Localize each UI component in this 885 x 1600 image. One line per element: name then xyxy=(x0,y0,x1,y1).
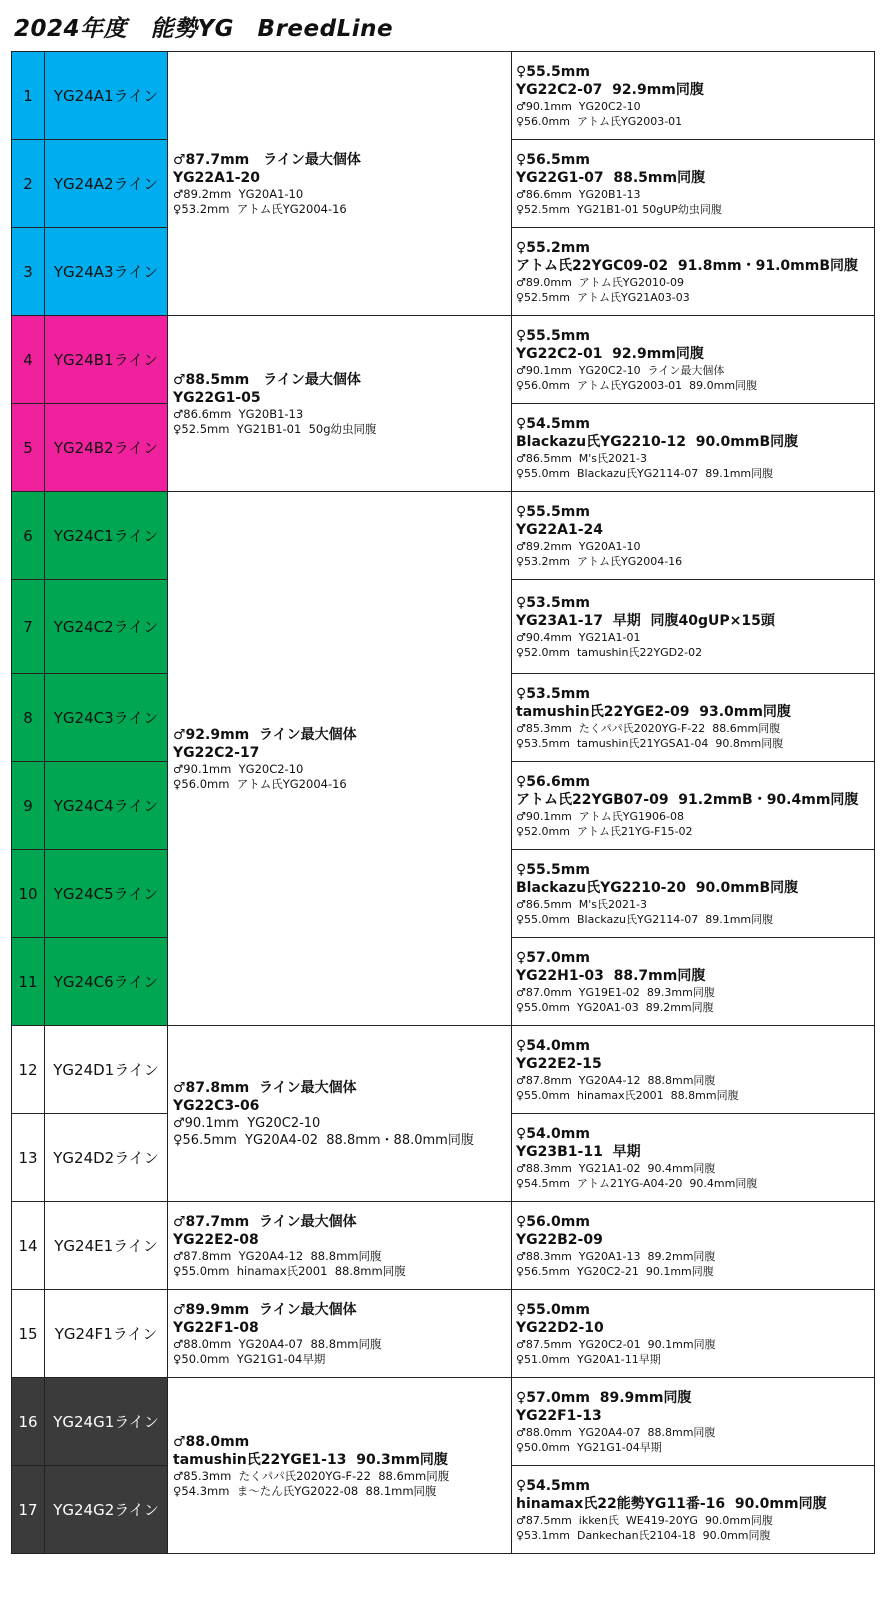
dam-id: Blackazu氏YG2210-12 90.0mmB同腹 xyxy=(516,433,799,450)
dam-mother: ♀55.0mm YG20A1-03 89.2mm同腹 xyxy=(516,1000,714,1014)
table-row xyxy=(12,1378,875,1466)
page-title: 2024年度 能勢YG BreedLine xyxy=(14,16,394,42)
sire-size: ♂87.7mm ライン最大個体 xyxy=(173,151,361,168)
row-number: 6 xyxy=(12,492,45,580)
sire-id: tamushin氏22YGE1-13 90.3mm同腹 xyxy=(173,1451,448,1468)
dam-size: ♀55.2mm xyxy=(516,239,590,256)
dam-father: ♂86.5mm M's氏2021-3 xyxy=(516,897,647,911)
dam-father: ♂86.6mm YG20B1-13 xyxy=(516,187,641,201)
dam-mother: ♀52.0mm アトム氏21YG-F15-02 xyxy=(516,824,693,838)
line-name: YG24G1ライン xyxy=(45,1378,168,1466)
row-number: 7 xyxy=(12,580,45,674)
dam-father: ♂90.1mm YG20C2-10 ライン最大個体 xyxy=(516,363,725,377)
dam-size: ♀54.5mm xyxy=(516,415,590,432)
sire-size: ♂88.5mm ライン最大個体 xyxy=(173,371,361,388)
dam-mother: ♀53.1mm Dankechan氏2104-18 90.0mm同腹 xyxy=(516,1528,771,1542)
dam-mother: ♀56.0mm アトム氏YG2003-01 xyxy=(516,114,683,128)
row-number: 10 xyxy=(12,850,45,938)
sire-cell xyxy=(168,1202,512,1290)
row-number: 5 xyxy=(12,404,45,492)
row-number: 8 xyxy=(12,674,45,762)
row-number: 15 xyxy=(12,1290,45,1378)
table-row xyxy=(12,1290,875,1378)
dam-size: ♀55.5mm xyxy=(516,503,590,520)
sire-id: YG22C2-17 xyxy=(173,744,260,761)
dam-cell xyxy=(512,1026,875,1114)
row-number: 9 xyxy=(12,762,45,850)
line-name: YG24G2ライン xyxy=(45,1466,168,1554)
dam-cell xyxy=(512,850,875,938)
dam-mother: ♀50.0mm YG21G1-04早期 xyxy=(516,1440,662,1454)
dam-size: ♀56.5mm xyxy=(516,151,590,168)
dam-mother: ♀54.5mm アトム21YG-A04-20 90.4mm同腹 xyxy=(516,1176,758,1190)
row-number: 11 xyxy=(12,938,45,1026)
dam-size: ♀56.0mm xyxy=(516,1213,590,1230)
dam-cell xyxy=(512,316,875,404)
dam-cell xyxy=(512,52,875,140)
dam-mother: ♀56.5mm YG20C2-21 90.1mm同腹 xyxy=(516,1264,714,1278)
dam-size: ♀54.5mm xyxy=(516,1477,590,1494)
sire-father: ♂90.1mm YG20C2-10 xyxy=(173,761,304,776)
line-name: YG24A2ライン xyxy=(45,140,168,228)
dam-father: ♂85.3mm たくパパ氏2020YG-F-22 88.6mm同腹 xyxy=(516,721,781,735)
dam-mother: ♀52.5mm YG21B1-01 50gUP幼虫同腹 xyxy=(516,202,722,216)
dam-id: YG23B1-11 早期 xyxy=(516,1143,641,1160)
row-number: 2 xyxy=(12,140,45,228)
sire-cell xyxy=(168,52,512,316)
dam-father: ♂90.1mm アトム氏YG1906-08 xyxy=(516,809,684,823)
dam-size: ♀55.5mm xyxy=(516,861,590,878)
sire-id: YG22G1-05 xyxy=(173,389,261,406)
sire-cell xyxy=(168,1290,512,1378)
sire-father: ♂87.8mm YG20A4-12 88.8mm同腹 xyxy=(173,1248,382,1263)
dam-id: YG23A1-17 早期 同腹40gUP×15頭 xyxy=(516,612,775,629)
dam-id: YG22G1-07 88.5mm同腹 xyxy=(516,169,706,186)
line-name: YG24B1ライン xyxy=(45,316,168,404)
dam-cell xyxy=(512,228,875,316)
breedline-table xyxy=(11,51,875,1554)
line-name: YG24C1ライン xyxy=(45,492,168,580)
sire-cell xyxy=(168,316,512,492)
dam-size: ♀53.5mm xyxy=(516,685,590,702)
dam-cell xyxy=(512,762,875,850)
dam-size: ♀57.0mm xyxy=(516,949,590,966)
line-name: YG24C6ライン xyxy=(45,938,168,1026)
sire-size: ♂87.7mm ライン最大個体 xyxy=(173,1213,357,1230)
sire-mother: ♀56.5mm YG20A4-02 88.8mm・88.0mm同腹 xyxy=(173,1132,474,1148)
sire-id: YG22C3-06 xyxy=(173,1097,260,1114)
dam-cell xyxy=(512,1378,875,1466)
row-number: 1 xyxy=(12,52,45,140)
dam-mother: ♀55.0mm Blackazu氏YG2114-07 89.1mm同腹 xyxy=(516,912,774,926)
sire-id: YG22A1-20 xyxy=(173,169,260,186)
dam-size: ♀55.5mm xyxy=(516,63,590,80)
dam-id: tamushin氏22YGE2-09 93.0mm同腹 xyxy=(516,703,791,720)
table-row xyxy=(12,52,875,140)
sire-mother: ♀54.3mm ま～たん氏YG2022-08 88.1mm同腹 xyxy=(173,1483,437,1498)
sire-size: ♂92.9mm ライン最大個体 xyxy=(173,726,357,743)
dam-id: Blackazu氏YG2210-20 90.0mmB同腹 xyxy=(516,879,799,896)
dam-father: ♂88.3mm YG21A1-02 90.4mm同腹 xyxy=(516,1161,716,1175)
sire-cell xyxy=(168,1026,512,1202)
line-name: YG24D2ライン xyxy=(45,1114,168,1202)
dam-cell xyxy=(512,1202,875,1290)
dam-size: ♀55.5mm xyxy=(516,327,590,344)
row-number: 3 xyxy=(12,228,45,316)
row-number: 14 xyxy=(12,1202,45,1290)
sire-father: ♂89.2mm YG20A1-10 xyxy=(173,186,304,201)
dam-mother: ♀51.0mm YG20A1-11早期 xyxy=(516,1352,661,1366)
dam-cell xyxy=(512,140,875,228)
dam-father: ♂90.1mm YG20C2-10 xyxy=(516,99,641,113)
sire-father: ♂90.1mm YG20C2-10 xyxy=(173,1115,321,1131)
sire-cell xyxy=(168,492,512,1026)
dam-id: YG22A1-24 xyxy=(516,521,603,538)
table-row xyxy=(12,316,875,404)
dam-id: YG22F1-13 xyxy=(516,1407,602,1424)
row-number: 16 xyxy=(12,1378,45,1466)
dam-father: ♂89.2mm YG20A1-10 xyxy=(516,539,641,553)
dam-cell xyxy=(512,1466,875,1554)
line-name: YG24A1ライン xyxy=(45,52,168,140)
table-row xyxy=(12,1202,875,1290)
dam-father: ♂87.8mm YG20A4-12 88.8mm同腹 xyxy=(516,1073,716,1087)
line-name: YG24E1ライン xyxy=(45,1202,168,1290)
dam-id: YG22E2-15 xyxy=(516,1055,602,1072)
dam-mother: ♀56.0mm アトム氏YG2003-01 89.0mm同腹 xyxy=(516,378,758,392)
dam-size: ♀57.0mm 89.9mm同腹 xyxy=(516,1389,692,1406)
sire-father: ♂86.6mm YG20B1-13 xyxy=(173,406,304,421)
dam-cell xyxy=(512,492,875,580)
dam-id: YG22C2-07 92.9mm同腹 xyxy=(516,81,704,98)
line-name: YG24D1ライン xyxy=(45,1026,168,1114)
sire-mother: ♀50.0mm YG21G1-04早期 xyxy=(173,1351,326,1366)
line-name: YG24A3ライン xyxy=(45,228,168,316)
dam-mother: ♀53.5mm tamushin氏21YGSA1-04 90.8mm同腹 xyxy=(516,736,784,750)
row-number: 4 xyxy=(12,316,45,404)
dam-id: hinamax氏22能勢YG11番-16 90.0mm同腹 xyxy=(516,1495,827,1512)
sire-mother: ♀56.0mm アトム氏YG2004-16 xyxy=(173,776,347,791)
sire-mother: ♀53.2mm アトム氏YG2004-16 xyxy=(173,201,347,216)
dam-father: ♂87.0mm YG19E1-02 89.3mm同腹 xyxy=(516,985,715,999)
row-number: 17 xyxy=(12,1466,45,1554)
dam-father: ♂87.5mm YG20C2-01 90.1mm同腹 xyxy=(516,1337,716,1351)
row-number: 13 xyxy=(12,1114,45,1202)
dam-size: ♀56.6mm xyxy=(516,773,590,790)
dam-cell xyxy=(512,938,875,1026)
dam-father: ♂88.0mm YG20A4-07 88.8mm同腹 xyxy=(516,1425,716,1439)
line-name: YG24B2ライン xyxy=(45,404,168,492)
dam-mother: ♀55.0mm hinamax氏2001 88.8mm同腹 xyxy=(516,1088,739,1102)
dam-id: YG22D2-10 xyxy=(516,1319,604,1336)
dam-size: ♀54.0mm xyxy=(516,1125,590,1142)
dam-cell xyxy=(512,404,875,492)
line-name: YG24C4ライン xyxy=(45,762,168,850)
dam-id: アトム氏22YGC09-02 91.8mm・91.0mmB同腹 xyxy=(516,257,859,274)
dam-cell xyxy=(512,580,875,674)
dam-id: YG22H1-03 88.7mm同腹 xyxy=(516,967,706,984)
sire-father: ♂88.0mm YG20A4-07 88.8mm同腹 xyxy=(173,1336,382,1351)
sire-size: ♂88.0mm xyxy=(173,1433,250,1450)
sire-id: YG22F1-08 xyxy=(173,1319,259,1336)
sire-id: YG22E2-08 xyxy=(173,1231,259,1248)
table-row xyxy=(12,1026,875,1114)
table-row xyxy=(12,492,875,580)
dam-cell xyxy=(512,674,875,762)
sire-cell xyxy=(168,1378,512,1554)
line-name: YG24C3ライン xyxy=(45,674,168,762)
dam-mother: ♀52.5mm アトム氏YG21A03-03 xyxy=(516,290,690,304)
dam-size: ♀55.0mm xyxy=(516,1301,590,1318)
dam-mother: ♀53.2mm アトム氏YG2004-16 xyxy=(516,554,683,568)
sire-mother: ♀55.0mm hinamax氏2001 88.8mm同腹 xyxy=(173,1263,406,1278)
dam-size: ♀54.0mm xyxy=(516,1037,590,1054)
sire-size: ♂87.8mm ライン最大個体 xyxy=(173,1079,357,1096)
dam-father: ♂89.0mm アトム氏YG2010-09 xyxy=(516,275,684,289)
dam-id: アトム氏22YGB07-09 91.2mmB・90.4mm同腹 xyxy=(516,791,859,808)
sire-size: ♂89.9mm ライン最大個体 xyxy=(173,1301,357,1318)
dam-id: YG22C2-01 92.9mm同腹 xyxy=(516,345,704,362)
dam-id: YG22B2-09 xyxy=(516,1231,603,1248)
dam-father: ♂86.5mm M's氏2021-3 xyxy=(516,451,647,465)
line-name: YG24C2ライン xyxy=(45,580,168,674)
sire-father: ♂85.3mm たくパパ氏2020YG-F-22 88.6mm同腹 xyxy=(173,1468,450,1483)
dam-cell xyxy=(512,1290,875,1378)
dam-father: ♂88.3mm YG20A1-13 89.2mm同腹 xyxy=(516,1249,716,1263)
line-name: YG24F1ライン xyxy=(45,1290,168,1378)
dam-father: ♂90.4mm YG21A1-01 xyxy=(516,630,641,644)
dam-mother: ♀55.0mm Blackazu氏YG2114-07 89.1mm同腹 xyxy=(516,466,774,480)
dam-size: ♀53.5mm xyxy=(516,594,590,611)
row-number: 12 xyxy=(12,1026,45,1114)
dam-mother: ♀52.0mm tamushin氏22YGD2-02 xyxy=(516,645,703,659)
sire-mother: ♀52.5mm YG21B1-01 50g幼虫同腹 xyxy=(173,421,377,436)
line-name: YG24C5ライン xyxy=(45,850,168,938)
dam-cell xyxy=(512,1114,875,1202)
dam-father: ♂87.5mm ikken氏 WE419-20YG 90.0mm同腹 xyxy=(516,1513,773,1527)
